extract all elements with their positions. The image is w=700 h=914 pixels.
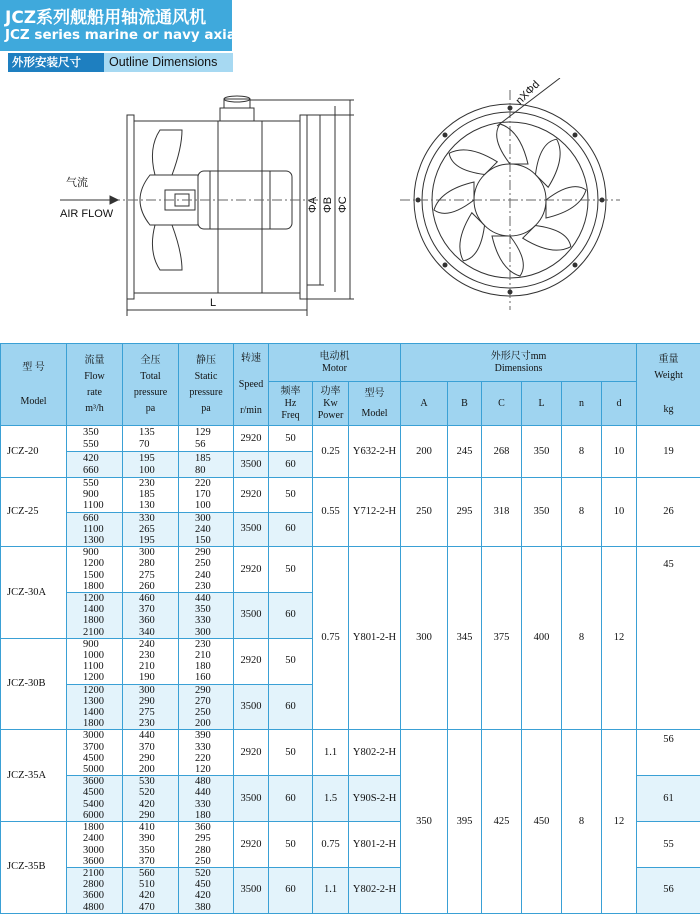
section-title-english: Outline Dimensions bbox=[104, 53, 233, 72]
speed-cell: 2920 bbox=[234, 822, 269, 868]
table-row bbox=[1, 478, 700, 513]
dim-n-cell: 8 bbox=[562, 547, 602, 730]
speed-cell: 3500 bbox=[234, 867, 269, 913]
dim-b-cell: 295 bbox=[448, 478, 482, 547]
dim-b-label: ΦB bbox=[322, 197, 334, 213]
freq-cell: 60 bbox=[269, 684, 313, 730]
motor-model-cell: Y801-2-H bbox=[349, 822, 401, 868]
dim-c-label: ΦC bbox=[337, 196, 349, 213]
total-pressure-cell: 195 100 bbox=[123, 452, 179, 478]
speed-cell: 3500 bbox=[234, 512, 269, 547]
header-dim-l: L bbox=[522, 382, 562, 426]
flow-cell: 1200 1300 1400 1800 bbox=[67, 684, 123, 730]
motor-model-cell: Y801-2-H bbox=[349, 547, 401, 730]
outlet-flange bbox=[300, 115, 307, 299]
fan-housing bbox=[134, 121, 300, 293]
speed-cell: 2920 bbox=[234, 730, 269, 776]
model-cell: JCZ-20 bbox=[1, 426, 67, 478]
flow-cell: 1200 1400 1800 2100 bbox=[67, 593, 123, 639]
static-pressure-cell: 290 250 240 230 bbox=[179, 547, 234, 593]
header-freq: 频率 Hz Freq bbox=[269, 382, 313, 426]
dim-n-cell: 8 bbox=[562, 478, 602, 547]
table-row bbox=[1, 730, 700, 776]
header-dim-a: A bbox=[401, 382, 448, 426]
dim-b-cell: 345 bbox=[448, 547, 482, 730]
dim-b-cell: 245 bbox=[448, 426, 482, 478]
freq-cell: 50 bbox=[269, 822, 313, 868]
title-chinese: JCZ系列舰船用轴流通风机 bbox=[5, 3, 206, 28]
flow-cell: 660 1100 1300 bbox=[67, 512, 123, 547]
title-english: JCZ series marine or navy axial fan bbox=[5, 27, 270, 43]
flow-cell: 550 900 1100 bbox=[67, 478, 123, 513]
model-cell: JCZ-25 bbox=[1, 478, 67, 547]
header-total-pressure: 全压 Total pressure pa bbox=[123, 344, 179, 426]
header-dim-c: C bbox=[482, 382, 522, 426]
dim-l-cell: 400 bbox=[522, 547, 562, 730]
total-pressure-cell: 530 520 420 290 bbox=[123, 776, 179, 822]
total-pressure-cell: 330 265 195 bbox=[123, 512, 179, 547]
freq-cell: 50 bbox=[269, 547, 313, 593]
motor-model-cell: Y802-2-H bbox=[349, 730, 401, 776]
total-pressure-cell: 300 280 275 260 bbox=[123, 547, 179, 593]
weight-cell: 61 bbox=[637, 776, 700, 822]
header-weight: 重量 Weight kg bbox=[637, 344, 700, 426]
motor-model-cell: Y632-2-H bbox=[349, 426, 401, 478]
model-cell: JCZ-35B bbox=[1, 822, 67, 914]
dim-c-cell: 375 bbox=[482, 547, 522, 730]
front-view bbox=[400, 78, 620, 310]
dim-b-cell: 395 bbox=[448, 730, 482, 913]
static-pressure-cell: 480 440 330 180 bbox=[179, 776, 234, 822]
total-pressure-cell: 240 230 210 190 bbox=[123, 638, 179, 684]
header-motor: 电动机 Motor bbox=[269, 344, 401, 382]
static-pressure-cell: 440 350 330 300 bbox=[179, 593, 234, 639]
freq-cell: 60 bbox=[269, 512, 313, 547]
flow-cell: 3000 3700 4500 5000 bbox=[67, 730, 123, 776]
dim-l-cell: 350 bbox=[522, 478, 562, 547]
dim-n-cell: 8 bbox=[562, 426, 602, 478]
speed-cell: 2920 bbox=[234, 426, 269, 452]
inlet-flange bbox=[127, 115, 134, 299]
weight-cell: 55 bbox=[637, 822, 700, 868]
dim-c-cell: 425 bbox=[482, 730, 522, 913]
static-pressure-cell: 220 170 100 bbox=[179, 478, 234, 513]
flow-cell: 1800 2400 3000 3600 bbox=[67, 822, 123, 868]
power-cell: 1.1 bbox=[313, 730, 349, 776]
header-dim-d: d bbox=[602, 382, 637, 426]
header-model: 型 号 Model bbox=[1, 344, 67, 426]
dim-l-label: L bbox=[210, 297, 216, 309]
total-pressure-cell: 410 390 350 370 bbox=[123, 822, 179, 868]
dim-n-cell: 8 bbox=[562, 730, 602, 913]
fan-blade-upper bbox=[152, 130, 182, 175]
header-dimensions: 外形尺寸mm Dimensions bbox=[401, 344, 637, 382]
static-pressure-cell: 360 295 280 250 bbox=[179, 822, 234, 868]
speed-cell: 3500 bbox=[234, 776, 269, 822]
speed-cell: 2920 bbox=[234, 638, 269, 684]
airflow-label-chinese: 气流 bbox=[66, 175, 88, 189]
dim-d-cell: 12 bbox=[602, 547, 637, 730]
dim-a-cell: 200 bbox=[401, 426, 448, 478]
outline-drawing bbox=[0, 78, 700, 340]
header-static-pressure: 静压 Static pressure pa bbox=[179, 344, 234, 426]
header-power: 功率 Kw Power bbox=[313, 382, 349, 426]
static-pressure-cell: 129 56 bbox=[179, 426, 234, 452]
power-cell: 0.25 bbox=[313, 426, 349, 478]
weight-cell: 56 bbox=[637, 867, 700, 913]
total-pressure-cell: 460 370 360 340 bbox=[123, 593, 179, 639]
flow-cell: 3600 4500 5400 6000 bbox=[67, 776, 123, 822]
weight-cell: 56 bbox=[637, 730, 700, 776]
table-row bbox=[1, 547, 700, 593]
speed-cell: 3500 bbox=[234, 593, 269, 639]
fan-blade-lower bbox=[152, 225, 182, 270]
airflow-label: AIR FLOW bbox=[60, 208, 114, 220]
speed-cell: 3500 bbox=[234, 684, 269, 730]
dim-d-cell: 10 bbox=[602, 478, 637, 547]
model-cell: JCZ-30B bbox=[1, 638, 67, 730]
weight-cell: 19 bbox=[637, 426, 700, 478]
weight-cell: 45 bbox=[637, 547, 700, 730]
freq-cell: 50 bbox=[269, 730, 313, 776]
header-motor-model: 型号 Model bbox=[349, 382, 401, 426]
total-pressure-cell: 230 185 130 bbox=[123, 478, 179, 513]
dim-d-cell: 12 bbox=[602, 730, 637, 913]
static-pressure-cell: 300 240 150 bbox=[179, 512, 234, 547]
static-pressure-cell: 520 450 420 380 bbox=[179, 867, 234, 913]
speed-cell: 3500 bbox=[234, 452, 269, 478]
speed-cell: 2920 bbox=[234, 478, 269, 513]
dim-l-cell: 450 bbox=[522, 730, 562, 913]
freq-cell: 60 bbox=[269, 776, 313, 822]
freq-cell: 50 bbox=[269, 426, 313, 452]
dim-a-label: ΦA bbox=[307, 196, 319, 213]
dim-a-cell: 300 bbox=[401, 547, 448, 730]
dim-a-cell: 350 bbox=[401, 730, 448, 913]
motor-model-cell: Y712-2-H bbox=[349, 478, 401, 547]
header-flow: 流量 Flow rate m³/h bbox=[67, 344, 123, 426]
flow-cell: 350 550 bbox=[67, 426, 123, 452]
static-pressure-cell: 230 210 180 160 bbox=[179, 638, 234, 684]
dim-l-cell: 350 bbox=[522, 426, 562, 478]
header-speed: 转速 Speed r/min bbox=[234, 344, 269, 426]
power-cell: 0.75 bbox=[313, 547, 349, 730]
title-banner bbox=[0, 0, 232, 51]
header-dim-n: n bbox=[562, 382, 602, 426]
model-cell: JCZ-35A bbox=[1, 730, 67, 822]
power-cell: 0.55 bbox=[313, 478, 349, 547]
total-pressure-cell: 560 510 420 470 bbox=[123, 867, 179, 913]
power-cell: 1.5 bbox=[313, 776, 349, 822]
motor-model-cell: Y90S-2-H bbox=[349, 776, 401, 822]
dim-d-cell: 10 bbox=[602, 426, 637, 478]
dim-holes-label: nXΦd bbox=[514, 79, 543, 108]
table-row bbox=[1, 426, 700, 452]
freq-cell: 60 bbox=[269, 867, 313, 913]
power-cell: 1.1 bbox=[313, 867, 349, 913]
motor-model-cell: Y802-2-H bbox=[349, 867, 401, 913]
total-pressure-cell: 300 290 275 230 bbox=[123, 684, 179, 730]
freq-cell: 50 bbox=[269, 638, 313, 684]
freq-cell: 50 bbox=[269, 478, 313, 513]
section-title-chinese: 外形安装尺寸 bbox=[8, 53, 108, 72]
motor-support bbox=[218, 121, 262, 293]
freq-cell: 60 bbox=[269, 452, 313, 478]
flow-cell: 420 660 bbox=[67, 452, 123, 478]
header-dim-b: B bbox=[448, 382, 482, 426]
power-cell: 0.75 bbox=[313, 822, 349, 868]
spec-table bbox=[0, 343, 700, 914]
total-pressure-cell: 440 370 290 200 bbox=[123, 730, 179, 776]
flow-cell: 900 1000 1100 1200 bbox=[67, 638, 123, 684]
dim-a-cell: 250 bbox=[401, 478, 448, 547]
total-pressure-cell: 135 70 bbox=[123, 426, 179, 452]
speed-cell: 2920 bbox=[234, 547, 269, 593]
flow-cell: 900 1200 1500 1800 bbox=[67, 547, 123, 593]
static-pressure-cell: 185 80 bbox=[179, 452, 234, 478]
static-pressure-cell: 290 270 250 200 bbox=[179, 684, 234, 730]
model-cell: JCZ-30A bbox=[1, 547, 67, 639]
flow-cell: 2100 2800 3600 4800 bbox=[67, 867, 123, 913]
dim-c-cell: 318 bbox=[482, 478, 522, 547]
junction-box bbox=[220, 108, 254, 121]
weight-cell: 26 bbox=[637, 478, 700, 547]
static-pressure-cell: 390 330 220 120 bbox=[179, 730, 234, 776]
freq-cell: 60 bbox=[269, 593, 313, 639]
dim-c-cell: 268 bbox=[482, 426, 522, 478]
